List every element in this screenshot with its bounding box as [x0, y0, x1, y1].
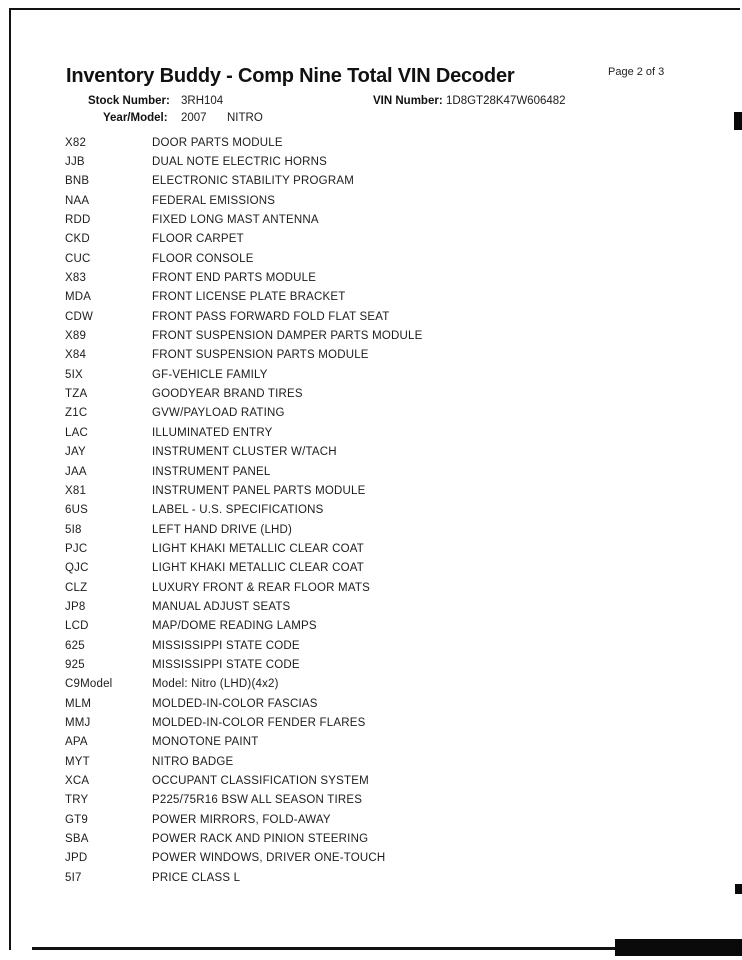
scan-mark-bottom-right	[615, 939, 742, 956]
option-description: OCCUPANT CLASSIFICATION SYSTEM	[152, 775, 369, 788]
year-model-label: Year/Model:	[103, 112, 168, 124]
list-item	[65, 288, 685, 307]
option-description: PRICE CLASS L	[152, 871, 241, 884]
stock-number-value: 3RH104	[181, 95, 224, 107]
option-description: MISSISSIPPI STATE CODE	[152, 639, 300, 652]
option-description: FLOOR CONSOLE	[152, 252, 254, 265]
list-item	[65, 326, 685, 345]
option-code: 6US	[65, 504, 88, 517]
option-code: 925	[65, 658, 85, 671]
option-description: FRONT SUSPENSION DAMPER PARTS MODULE	[152, 330, 423, 343]
vin-code-list	[65, 133, 685, 887]
option-code: CKD	[65, 233, 90, 246]
option-code: SBA	[65, 833, 89, 846]
option-code: X84	[65, 349, 87, 362]
vin-number-value: 1D8GT28K47W606482	[446, 95, 566, 107]
option-description: MAP/DOME READING LAMPS	[152, 620, 317, 633]
option-description: POWER RACK AND PINION STEERING	[152, 833, 369, 846]
option-description: MOLDED-IN-COLOR FASCIAS	[152, 697, 318, 710]
option-code: NAA	[65, 194, 90, 207]
option-code: GT9	[65, 813, 88, 826]
option-description: LIGHT KHAKI METALLIC CLEAR COAT	[152, 562, 364, 575]
option-description: MISSISSIPPI STATE CODE	[152, 658, 300, 671]
list-item	[65, 230, 685, 249]
option-code: XCA	[65, 775, 90, 788]
list-item	[65, 172, 685, 191]
scan-mark-right-lower	[735, 884, 742, 894]
option-description: MOLDED-IN-COLOR FENDER FLARES	[152, 716, 366, 729]
option-description: DUAL NOTE ELECTRIC HORNS	[152, 156, 327, 169]
list-item	[65, 868, 685, 887]
list-item	[65, 810, 685, 829]
option-code: LCD	[65, 620, 89, 633]
page-title: Inventory Buddy - Comp Nine Total VIN Decoder	[66, 65, 515, 87]
option-description: LABEL - U.S. SPECIFICATIONS	[152, 504, 324, 517]
list-item	[65, 133, 685, 152]
option-description: Model: Nitro (LHD)(4x2)	[152, 678, 279, 691]
list-item	[65, 578, 685, 597]
option-code: 5I8	[65, 523, 82, 536]
list-item	[65, 268, 685, 287]
option-code: CUC	[65, 252, 91, 265]
option-description: DOOR PARTS MODULE	[152, 136, 283, 149]
list-item	[65, 404, 685, 423]
option-code: CLZ	[65, 581, 88, 594]
list-item	[65, 655, 685, 674]
list-item	[65, 365, 685, 384]
option-code: MYT	[65, 755, 90, 768]
list-item	[65, 636, 685, 655]
list-item	[65, 384, 685, 403]
option-code: JP8	[65, 600, 86, 613]
option-code: LAC	[65, 426, 88, 439]
option-description: INSTRUMENT PANEL PARTS MODULE	[152, 484, 366, 497]
list-item	[65, 617, 685, 636]
option-code: QJC	[65, 562, 89, 575]
list-item	[65, 462, 685, 481]
option-code: JAY	[65, 446, 86, 459]
option-code: X81	[65, 484, 87, 497]
option-description: POWER MIRRORS, FOLD-AWAY	[152, 813, 331, 826]
option-description: LIGHT KHAKI METALLIC CLEAR COAT	[152, 542, 364, 555]
option-description: LUXURY FRONT & REAR FLOOR MATS	[152, 581, 370, 594]
scan-edge-top	[10, 8, 740, 10]
option-code: APA	[65, 736, 88, 749]
list-item	[65, 791, 685, 810]
option-description: FRONT END PARTS MODULE	[152, 272, 317, 285]
vin-number-label: VIN Number:	[373, 95, 443, 107]
option-code: CDW	[65, 310, 94, 323]
option-code: MMJ	[65, 716, 91, 729]
list-item	[65, 597, 685, 616]
option-description: FEDERAL EMISSIONS	[152, 194, 276, 207]
option-code: BNB	[65, 175, 90, 188]
option-code: MDA	[65, 291, 92, 304]
list-item	[65, 849, 685, 868]
list-item	[65, 713, 685, 732]
list-item	[65, 501, 685, 520]
option-description: GOODYEAR BRAND TIRES	[152, 388, 303, 401]
option-description: ILLUMINATED ENTRY	[152, 426, 273, 439]
list-item	[65, 249, 685, 268]
option-code: JAA	[65, 465, 87, 478]
list-item	[65, 307, 685, 326]
option-description: INSTRUMENT PANEL	[152, 465, 271, 478]
option-description: MANUAL ADJUST SEATS	[152, 600, 291, 613]
option-code: X83	[65, 272, 87, 285]
option-code: 5IX	[65, 368, 83, 381]
list-item	[65, 539, 685, 558]
list-item	[65, 771, 685, 790]
list-item	[65, 733, 685, 752]
list-item	[65, 210, 685, 229]
option-description: FRONT PASS FORWARD FOLD FLAT SEAT	[152, 310, 390, 323]
list-item	[65, 559, 685, 578]
scan-mark-right-upper	[734, 112, 742, 130]
option-code: JPD	[65, 852, 88, 865]
option-description: POWER WINDOWS, DRIVER ONE-TOUCH	[152, 852, 386, 865]
stock-number-label: Stock Number:	[88, 95, 170, 107]
page-number: Page 2 of 3	[608, 66, 665, 78]
option-code: 5I7	[65, 871, 82, 884]
list-item	[65, 675, 685, 694]
list-item	[65, 520, 685, 539]
option-description: MONOTONE PAINT	[152, 736, 259, 749]
option-description: ELECTRONIC STABILITY PROGRAM	[152, 175, 354, 188]
option-code: RDD	[65, 214, 91, 227]
option-description: GF-VEHICLE FAMILY	[152, 368, 268, 381]
list-item	[65, 191, 685, 210]
list-item	[65, 423, 685, 442]
option-description: FIXED LONG MAST ANTENNA	[152, 214, 319, 227]
model-value: NITRO	[227, 112, 263, 124]
list-item	[65, 829, 685, 848]
option-description: P225/75R16 BSW ALL SEASON TIRES	[152, 794, 363, 807]
option-code: TRY	[65, 794, 89, 807]
list-item	[65, 752, 685, 771]
list-item	[65, 346, 685, 365]
option-code: PJC	[65, 542, 88, 555]
list-item	[65, 481, 685, 500]
option-description: FRONT SUSPENSION PARTS MODULE	[152, 349, 369, 362]
option-description: GVW/PAYLOAD RATING	[152, 407, 285, 420]
option-code: X82	[65, 136, 87, 149]
option-code: MLM	[65, 697, 92, 710]
option-description: FLOOR CARPET	[152, 233, 244, 246]
option-description: NITRO BADGE	[152, 755, 234, 768]
option-description: FRONT LICENSE PLATE BRACKET	[152, 291, 346, 304]
option-code: X89	[65, 330, 87, 343]
scan-edge-left	[9, 8, 11, 950]
option-code: JJB	[65, 156, 85, 169]
option-code: 625	[65, 639, 85, 652]
year-value: 2007	[181, 112, 207, 124]
option-code: TZA	[65, 388, 88, 401]
list-item	[65, 152, 685, 171]
list-item	[65, 443, 685, 462]
option-code: Z1C	[65, 407, 88, 420]
option-code: C9Model	[65, 678, 113, 691]
option-description: LEFT HAND DRIVE (LHD)	[152, 523, 293, 536]
list-item	[65, 694, 685, 713]
option-description: INSTRUMENT CLUSTER W/TACH	[152, 446, 337, 459]
